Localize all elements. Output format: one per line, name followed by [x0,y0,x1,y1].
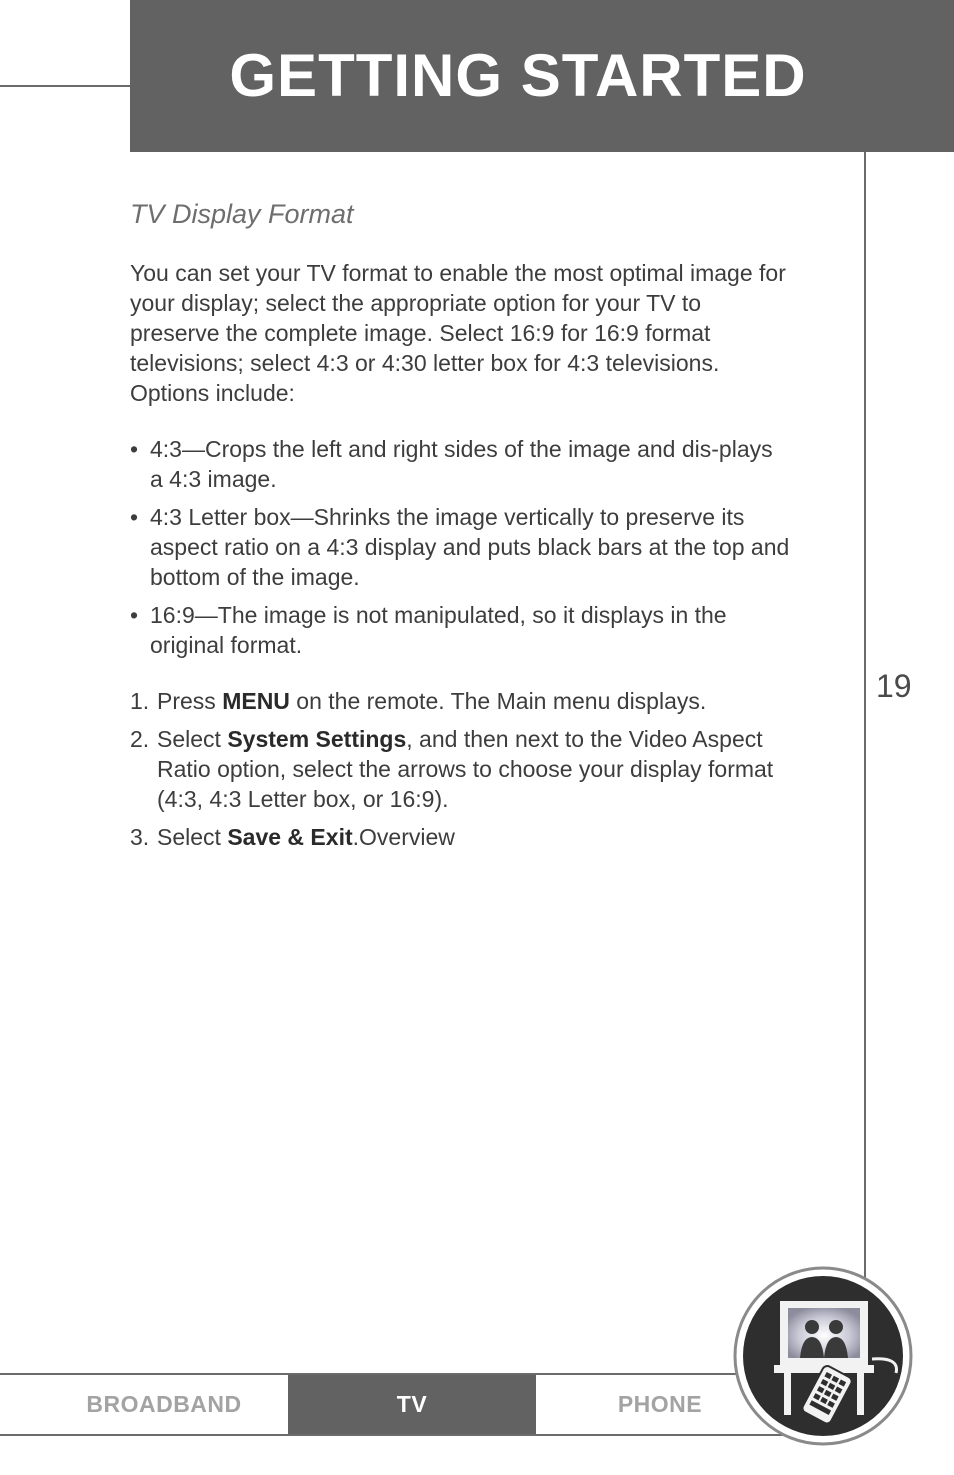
step-keyword: Save & Exit [227,824,353,850]
step-item [130,822,790,852]
step-item [130,686,790,716]
tab-bar-bottom-rule [0,1434,790,1436]
list-item [130,502,790,592]
step-keyword: MENU [222,688,290,714]
bullet-mark: • [130,602,139,628]
step-number: 3. [130,824,150,850]
step-item [130,724,790,814]
main-content [130,196,790,860]
right-margin-rule [864,152,866,1292]
steps-list [130,686,790,852]
list-item-text: 4:3—Crops the left and right sides of the image and dis-plays a 4:3 image. [150,436,773,492]
tab-phone[interactable]: PHONE [617,1391,703,1417]
options-list [130,434,790,660]
step-keyword: System Settings [227,726,407,752]
top-left-rule [0,85,130,87]
tab-tv[interactable]: TV [288,1375,536,1434]
tab-broadband[interactable]: BROADBAND [86,1391,242,1417]
step-text: , and then next to the Video Aspect Ratio option, select the arrows to choose your display format (4:3, 4:3 Letter box, or 16:9). [157,726,774,812]
tv-remote-icon [732,1265,914,1447]
step-text: .Overview [352,824,455,850]
intro-paragraph: You can set your TV format to enable the most optimal image for your display; select the appropriate option for your TV to preserve the complete image. Select 16:9 for 16:9 format televisions; select 4:3 or 4:30 letter box for 4:3 televisions. Options include: [130,260,786,406]
step-text: Press [157,688,223,714]
list-item [130,600,790,660]
step-number: 1. [130,688,150,714]
bullet-mark: • [130,504,139,530]
list-item-text: 16:9—The image is not manipulated, so it displays in the original format. [150,602,727,658]
step-text: Select [157,726,228,752]
section-title: TV Display Format [130,199,354,229]
step-text: Select [157,824,228,850]
step-text: on the remote. The Main menu displays. [289,688,707,714]
bullet-mark: • [130,436,139,462]
list-item [130,434,790,494]
page-title: GETTING STARTED [229,42,807,109]
list-item-text: 4:3 Letter box—Shrinks the image vertically to preserve its aspect ratio on a 4:3 display and puts black bars at the top and bottom of the image. [150,504,790,590]
page-number: 19 [876,668,912,704]
step-number: 2. [130,726,150,752]
